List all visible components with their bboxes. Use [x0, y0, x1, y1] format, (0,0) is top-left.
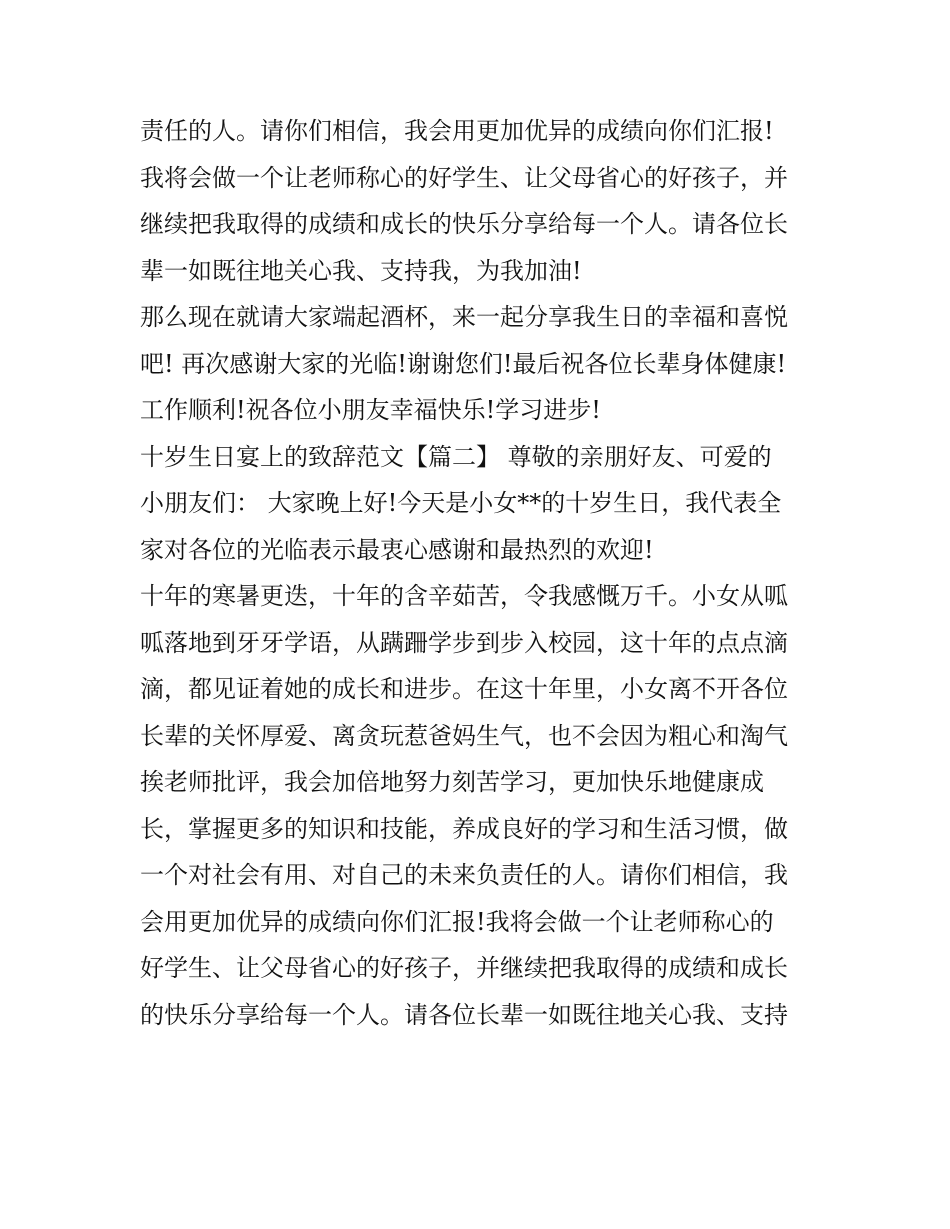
- text-line: 家对各位的光临表示最衷心感谢和最热烈的欢迎!: [140, 535, 654, 564]
- text-line: 滴，都见证着她的成长和进步。在这十年里，小女离不开各位: [140, 675, 788, 703]
- text-line: 辈一如既往地关心我、支持我，为我加油!: [140, 256, 582, 285]
- text-line: 一个对社会有用、对自己的未来负责任的人。请你们相信，我: [140, 861, 788, 889]
- text-line: 挨老师批评，我会加倍地努力刻苦学习，更加快乐地健康成: [140, 768, 764, 796]
- text-line: 继续把我取得的成绩和成长的快乐分享给每一个人。请各位长: [140, 210, 788, 238]
- text-line: 责任的人。请你们相信，我会用更加优异的成绩向你们汇报!: [140, 117, 774, 145]
- text-line: 工作顺利!祝各位小朋友幸福快乐!学习进步!: [140, 396, 601, 424]
- text-line: 长，掌握更多的知识和技能，养成良好的学习和生活习惯，做: [140, 814, 788, 843]
- text-line: 吧! 再次感谢大家的光临!谢谢您们!最后祝各位长辈身体健康!: [140, 349, 787, 378]
- text-line: 会用更加优异的成绩向你们汇报!我将会做一个让老师称心的: [140, 907, 774, 936]
- text-line: 十年的寒暑更迭，十年的含辛茹苦，令我感慨万千。小女从呱: [140, 582, 788, 610]
- text-line: 呱落地到牙牙学语，从蹒跚学步到步入校园，这十年的点点滴: [140, 628, 788, 657]
- text-line: 我将会做一个让老师称心的好学生、让父母省心的好孩子，并: [140, 163, 788, 192]
- text-line: 小朋友们： 大家晚上好!今天是小女**的十岁生日，我代表全: [140, 489, 782, 517]
- text-line: 那么现在就请大家端起酒杯，来一起分享我生日的幸福和喜悦: [140, 303, 788, 331]
- text-line: 的快乐分享给每一个人。请各位长辈一如既往地关心我、支持: [140, 1000, 788, 1029]
- text-line: 好学生、让父母省心的好孩子，并继续把我取得的成绩和成长: [140, 954, 788, 982]
- section-heading-line: 十岁生日宴上的致辞范文【篇二】 尊敬的亲朋好友、可爱的: [140, 442, 772, 471]
- document-body: [140, 108, 820, 1038]
- text-line: 长辈的关怀厚爱、离贪玩惹爸妈生气，也不会因为粗心和淘气: [140, 721, 788, 750]
